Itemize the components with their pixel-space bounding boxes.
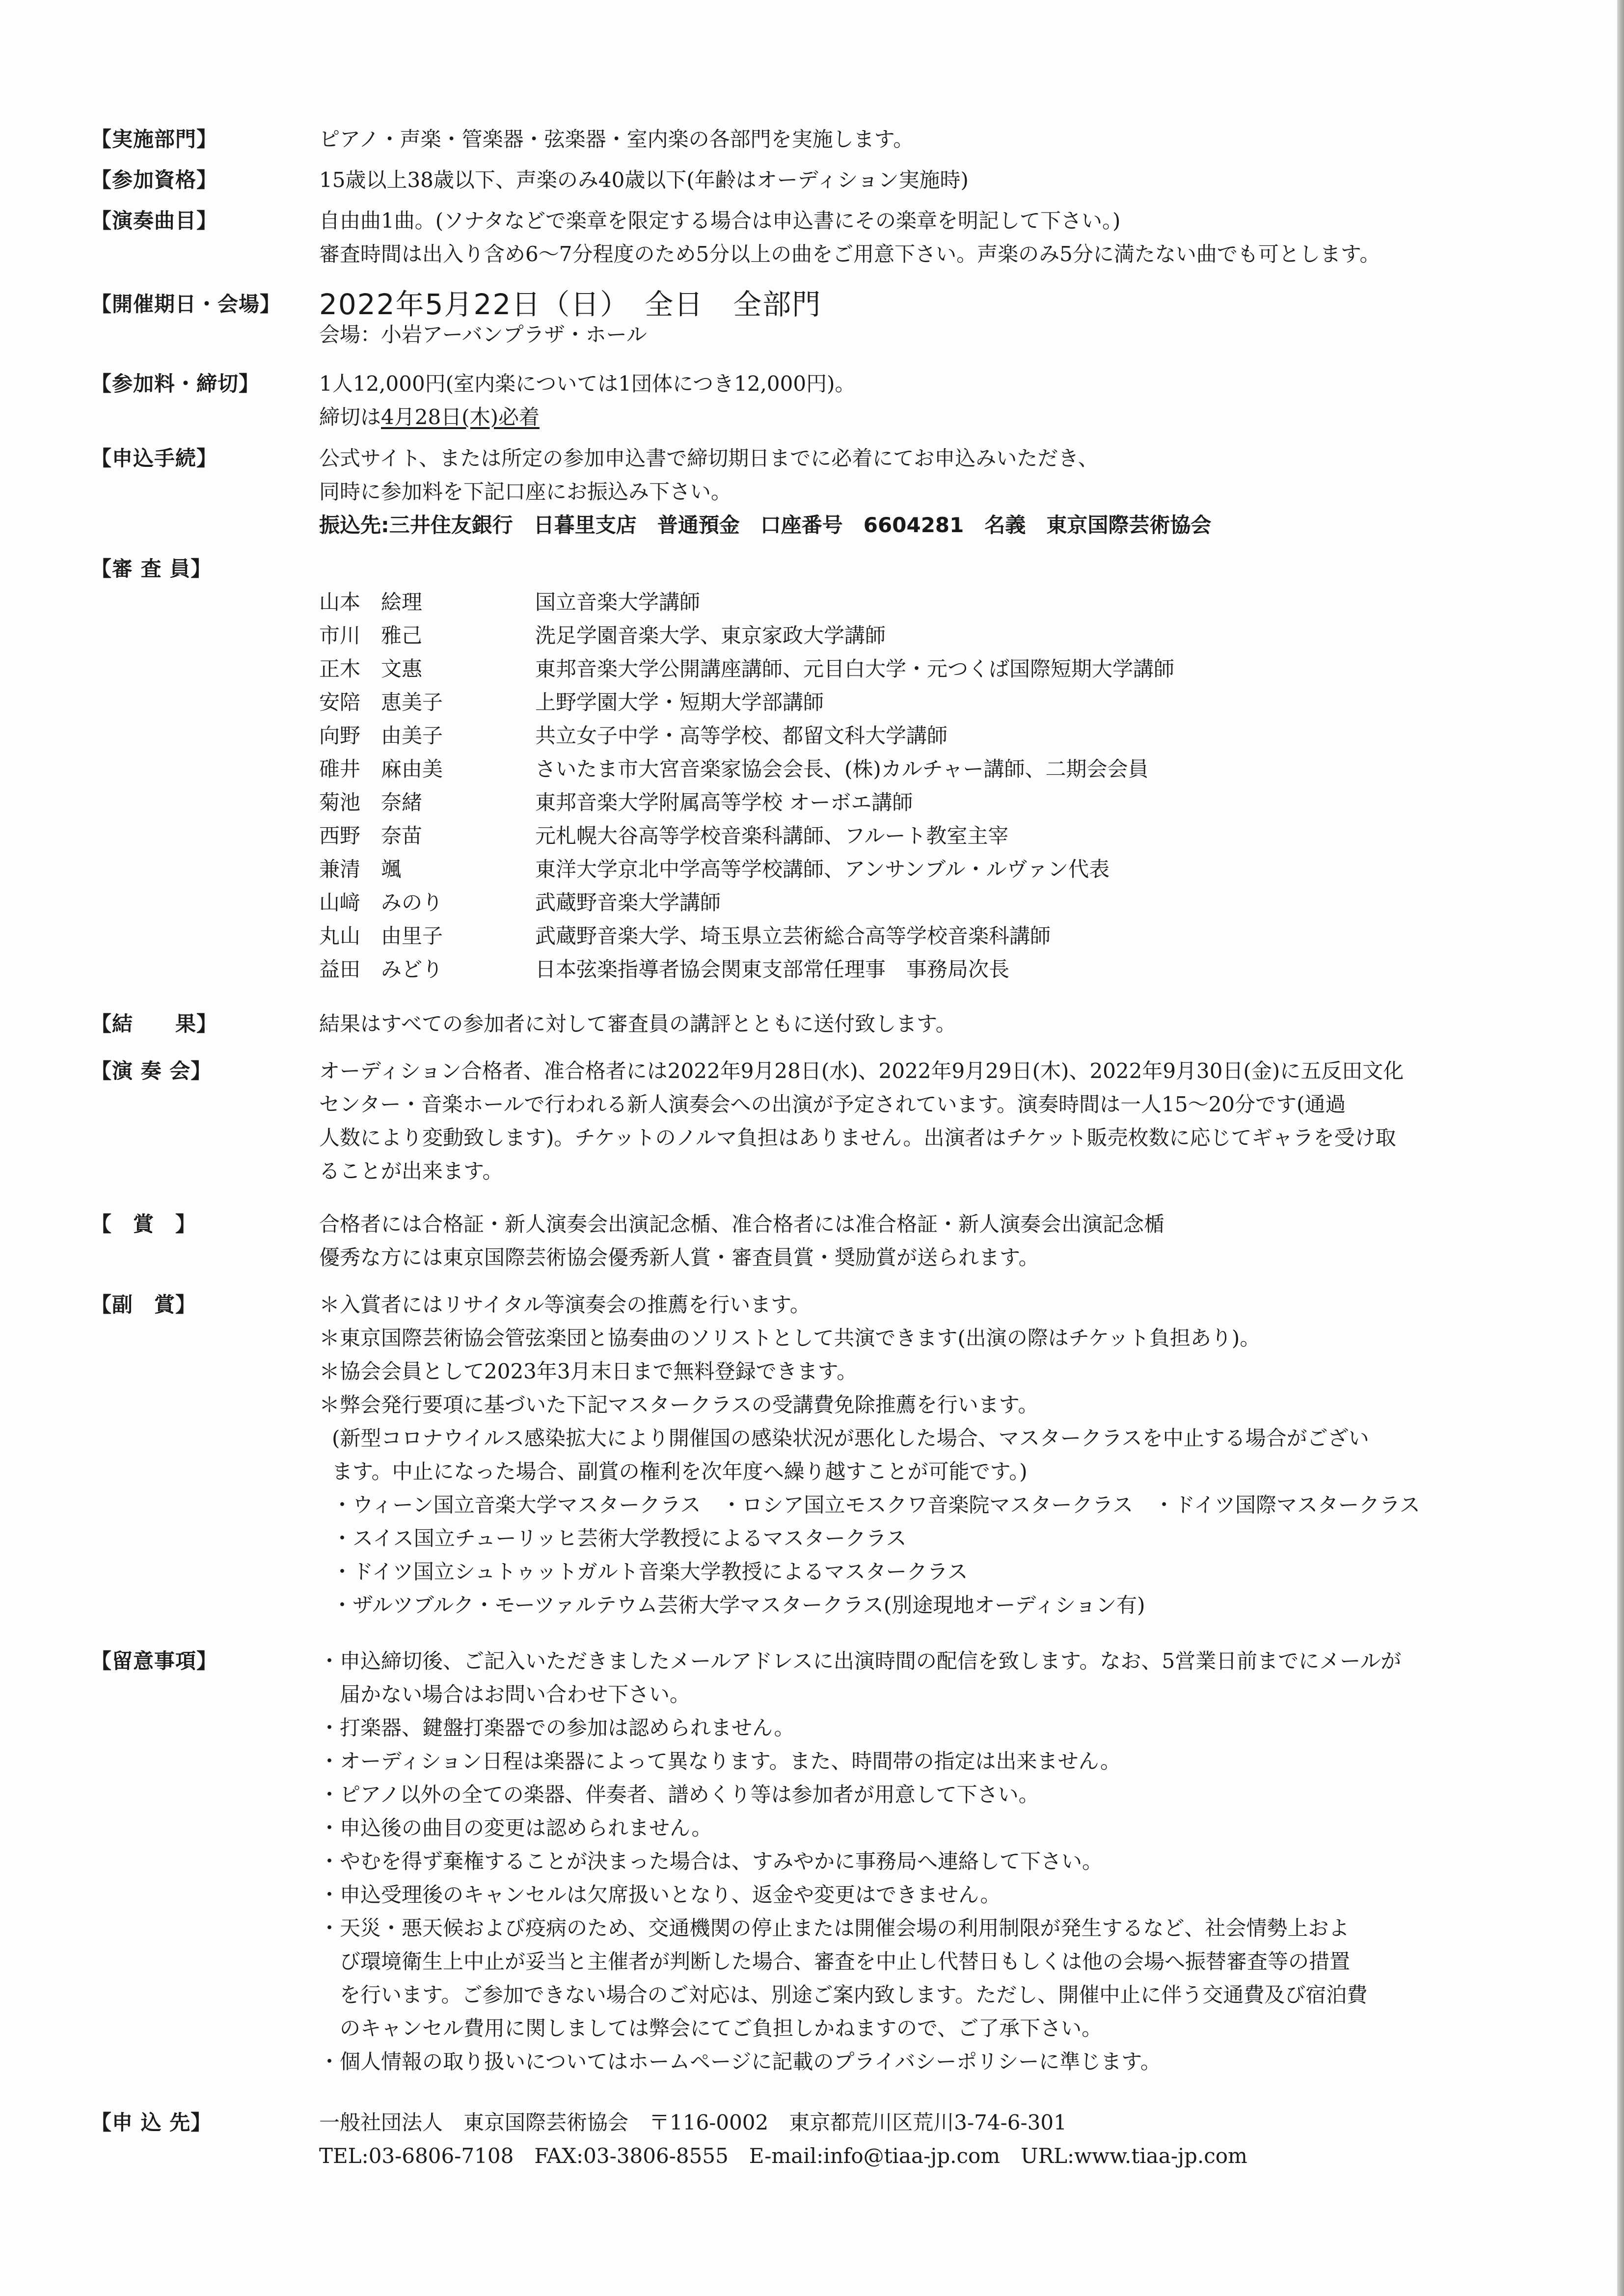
judge-row bbox=[319, 786, 1554, 819]
section-body bbox=[319, 1288, 1554, 1622]
judge-name: 菊池 奈緒 bbox=[319, 790, 423, 814]
scan-edge-shadow bbox=[1617, 0, 1624, 2296]
section-body bbox=[319, 285, 1554, 351]
section-body bbox=[319, 2106, 1554, 2173]
judge-name: 市川 雅己 bbox=[319, 623, 423, 648]
text-line: ることが出来ます。 bbox=[319, 1159, 503, 1183]
text-line: 15歳以上38歳以下、声楽のみ40歳以下(年齢はオーディション実施時) bbox=[319, 168, 969, 192]
judge-row bbox=[319, 586, 1554, 619]
organization-address: 一般社団法人 東京国際芸術協会 〒116-0002 東京都荒川区荒川3-74-6-301 bbox=[319, 2110, 1067, 2134]
note-line: を行います。ご参加できない場合のご対応は、別途ご案内致します。ただし、開催中止に伴う交通費及び宿泊費 bbox=[319, 1983, 1368, 2007]
judge-name: 益田 みどり bbox=[319, 957, 443, 981]
judge-row bbox=[319, 953, 1554, 986]
judge-name: 碓井 麻由美 bbox=[319, 757, 443, 781]
note-line: ・オーディション日程は楽器によって異なります。また、時間帯の指定は出来ません。 bbox=[319, 1749, 1121, 1773]
note-line: ・打楽器、鍵盤打楽器での参加は認められません。 bbox=[319, 1716, 795, 1740]
judge-row bbox=[319, 886, 1554, 919]
note-line: び環境衛生上中止が妥当と主催者が判断した場合、審査を中止し代替日もしくは他の会場へ振替審査等の措置 bbox=[319, 1949, 1351, 1973]
section-body bbox=[319, 1007, 1554, 1041]
text-line: ＊協会会員として2023年3月末日まで無料登録できます。 bbox=[319, 1359, 858, 1383]
masterclass-line: ・ウィーン国立音楽大学マスタークラス ・ロシア国立モスクワ音楽院マスタークラス ・ドイツ国際マスタークラス bbox=[332, 1493, 1420, 1517]
section-body bbox=[319, 367, 1554, 434]
section-label: 【演奏曲目】 bbox=[91, 209, 218, 233]
section-body bbox=[319, 204, 1554, 271]
deadline-date: 4月28日(木)必着 bbox=[381, 405, 540, 429]
judge-row bbox=[319, 853, 1554, 886]
text-line: 人数により変動致します)。チケットのノルマ負担はありません。出演者はチケット販売枚数に応じてギャラを受け取 bbox=[319, 1126, 1396, 1150]
section-label: 【審 査 員】 bbox=[91, 557, 212, 581]
bank-account: 振込先:三井住友銀行 日暮里支店 普通預金 口座番号 6604281 名義 東京国際芸術協会 bbox=[319, 513, 1212, 537]
text-line: 合格者には合格証・新人演奏会出演記念楯、准合格者には准合格証・新人演奏会出演記念楯 bbox=[319, 1212, 1165, 1236]
event-venue: 会場：小岩アーバンプラザ・ホール bbox=[319, 323, 647, 347]
note-line: ・ピアノ以外の全ての楽器、伴奏者、譜めくり等は参加者が用意して下さい。 bbox=[319, 1783, 1039, 1807]
section-label: 【開催期日・会場】 bbox=[91, 292, 281, 316]
judge-row bbox=[319, 619, 1554, 652]
note-line: 届かない場合はお問い合わせ下さい。 bbox=[319, 1682, 691, 1706]
event-date: 2022年5月22日（日） 全日 全部門 bbox=[319, 288, 822, 321]
judge-name: 西野 奈苗 bbox=[319, 824, 423, 848]
contact-info: TEL:03-6806-7108 FAX:03-3806-8555 E-mail:info@tiaa-jp.com URL:www.tiaa-jp.com bbox=[319, 2144, 1247, 2168]
judge-title: 共立女子中学・高等学校、都留文科大学講師 bbox=[535, 724, 948, 748]
judge-name: 安陪 恵美子 bbox=[319, 690, 443, 714]
judge-row bbox=[319, 919, 1554, 953]
judge-name: 兼清 颯 bbox=[319, 857, 402, 881]
text-line: 結果はすべての参加者に対して審査員の講評とともに送付致します。 bbox=[319, 1012, 956, 1036]
judges-list bbox=[319, 586, 1554, 986]
section-label: 【参加資格】 bbox=[91, 168, 218, 192]
note-line: ・天災・悪天候および疫病のため、交通機関の停止または開催会場の利用制限が発生するなど、社会情勢上およ bbox=[319, 1916, 1350, 1940]
section-label: 【留意事項】 bbox=[91, 1649, 218, 1673]
judge-title: 東邦音楽大学附属高等学校 オーボエ講師 bbox=[535, 790, 913, 814]
judge-name: 向野 由美子 bbox=[319, 724, 443, 748]
judge-name: 正木 文惠 bbox=[319, 657, 423, 681]
text-line: ＊東京国際芸術協会管弦楽団と協奏曲のソリストとして共演できます(出演の際はチケット負担あり)。 bbox=[319, 1326, 1261, 1350]
judge-row bbox=[319, 753, 1554, 786]
text-line: オーディション合格者、准合格者には2022年9月28日(水)、2022年9月29日(木)、2022年9月30日(金)に五反田文化 bbox=[319, 1059, 1404, 1083]
judge-row bbox=[319, 719, 1554, 753]
judge-title: 東邦音楽大学公開講座講師、元目白大学・元つくば国際短期大学講師 bbox=[535, 657, 1175, 681]
section-label: 【副 賞】 bbox=[91, 1293, 197, 1317]
text-line: ＊入賞者にはリサイタル等演奏会の推薦を行います。 bbox=[319, 1293, 811, 1317]
text-line: ます。中止になった場合、副賞の権利を次年度へ繰り越すことが可能です。) bbox=[332, 1459, 1028, 1484]
note-line: ・やむを得ず棄権することが決まった場合は、すみやかに事務局へ連絡して下さい。 bbox=[319, 1849, 1103, 1873]
judge-title: 洗足学園音楽大学、東京家政大学講師 bbox=[535, 623, 886, 648]
judge-row bbox=[319, 652, 1554, 686]
section-label: 【参加料・締切】 bbox=[91, 372, 260, 396]
section-body bbox=[319, 1054, 1554, 1188]
judge-name: 丸山 由里子 bbox=[319, 924, 443, 948]
judge-title: 武蔵野音楽大学、埼玉県立芸術総合高等学校音楽科講師 bbox=[535, 924, 1051, 948]
note-line: ・申込後の曲目の変更は認められません。 bbox=[319, 1816, 712, 1840]
section-body bbox=[319, 442, 1554, 542]
masterclass-line: ・スイス国立チューリッヒ芸術大学教授によるマスタークラス bbox=[332, 1526, 907, 1550]
judge-title: さいたま市大宮音楽家協会会長、(株)カルチャー講師、二期会会員 bbox=[535, 757, 1149, 781]
note-line: のキャンセル費用に関しましては弊会にてご負担しかねますので、ご了承下さい。 bbox=[319, 2016, 1103, 2040]
text-line: 自由曲1曲。(ソナタなどで楽章を限定する場合は申込書にその楽章を明記して下さい。) bbox=[319, 209, 1121, 233]
judge-name: 山﨑 みのり bbox=[319, 891, 443, 915]
section-body bbox=[319, 1645, 1554, 2079]
judge-title: 東洋大学京北中学高等学校講師、アンサンブル・ルヴァン代表 bbox=[535, 857, 1110, 881]
text-line: 公式サイト、または所定の参加申込書で締切期日までに必着にてお申込みいただき、 bbox=[319, 446, 1099, 470]
section-label: 【 賞 】 bbox=[91, 1212, 197, 1236]
fee-line: 1人12,000円(室内楽については1団体につき12,000円)。 bbox=[319, 372, 856, 396]
masterclass-line: ・ドイツ国立シュトゥットガルト音楽大学教授によるマスタークラス bbox=[332, 1560, 968, 1584]
text-line: センター・音楽ホールで行われる新人演奏会への出演が予定されています。演奏時間は一人15～20分です(通過 bbox=[319, 1092, 1346, 1116]
judge-title: 武蔵野音楽大学講師 bbox=[535, 891, 721, 915]
section-body bbox=[319, 163, 1554, 197]
note-line: ・申込締切後、ご記入いただきましたメールアドレスに出演時間の配信を致します。なお、5営業日前までにメールが bbox=[319, 1649, 1402, 1673]
section-body bbox=[319, 1208, 1554, 1274]
section-label: 【結 果】 bbox=[91, 1012, 218, 1036]
section-label: 【演 奏 会】 bbox=[91, 1059, 212, 1083]
text-line: 優秀な方には東京国際芸術協会優秀新人賞・審査員賞・奨励賞が送られます。 bbox=[319, 1245, 1039, 1270]
text-line: (新型コロナウイルス感染拡大により開催国の感染状況が悪化した場合、マスタークラスを中止する場合がござい bbox=[332, 1426, 1369, 1450]
judge-name: 山本 絵理 bbox=[319, 590, 423, 614]
text-line: ＊弊会発行要項に基づいた下記マスタークラスの受講費免除推薦を行います。 bbox=[319, 1393, 1039, 1417]
judge-title: 元札幌大谷高等学校音楽科講師、フルート教室主宰 bbox=[535, 824, 1009, 848]
judge-title: 国立音楽大学講師 bbox=[535, 590, 701, 614]
deadline-line bbox=[319, 401, 1554, 434]
section-label: 【申込手続】 bbox=[91, 446, 218, 470]
masterclass-line: ・ザルツブルク・モーツァルテウム芸術大学マスタークラス(別途現地オーディション有) bbox=[332, 1593, 1145, 1617]
judge-title: 上野学園大学・短期大学部講師 bbox=[535, 690, 824, 714]
section-label: 【実施部門】 bbox=[91, 127, 218, 151]
judge-row bbox=[319, 686, 1554, 719]
note-line: ・申込受理後のキャンセルは欠席扱いとなり、返金や変更はできません。 bbox=[319, 1883, 1001, 1907]
section-body bbox=[319, 123, 1554, 156]
deadline-prefix: 締切は bbox=[319, 405, 381, 429]
text-line: 同時に参加料を下記口座にお振込み下さい。 bbox=[319, 480, 732, 504]
note-line: ・個人情報の取り扱いについてはホームページに記載のプライバシーポリシーに準じます。 bbox=[319, 2050, 1161, 2074]
text-line: ピアノ・声楽・管楽器・弦楽器・室内楽の各部門を実施します。 bbox=[319, 127, 914, 151]
judge-title: 日本弦楽指導者協会関東支部常任理事 事務局次長 bbox=[535, 957, 1010, 981]
section-label: 【申 込 先】 bbox=[91, 2110, 212, 2134]
judge-row bbox=[319, 819, 1554, 853]
text-line: 審査時間は出入り含め6～7分程度のため5分以上の曲をご用意下さい。声楽のみ5分に満たない曲でも可とします。 bbox=[319, 242, 1380, 266]
